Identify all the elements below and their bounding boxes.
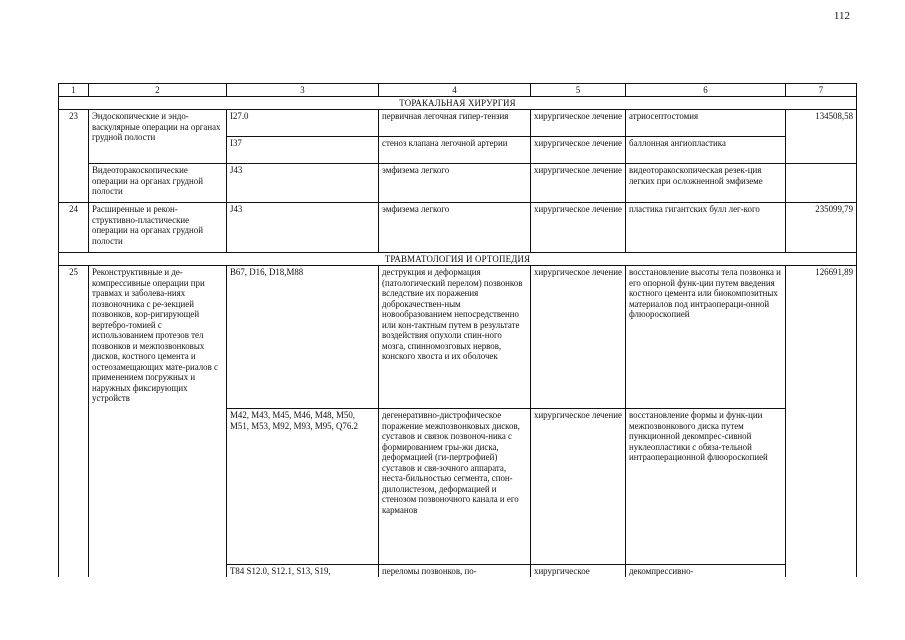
treatment-cell: хирургическое лечение (531, 164, 626, 203)
col-1-header: 1 (59, 84, 89, 97)
procedure-cell: пластика гигантских булл лег-кого (626, 203, 786, 253)
code-cell: B67, D16, D18,M88 (227, 266, 379, 409)
column-number-row (59, 84, 857, 97)
diagnosis-cell: эмфизема легкого (379, 203, 531, 253)
procedure-cell: восстановление высоты тела позвонка и его опорной функ-ции путем введения костного цемента или биокомпозитных материалов под интраопераци-онной флюороскопией (626, 266, 786, 409)
procedure-cell: видеоторакоскопическая резек-ция легких при осложненной эмфиземе (626, 164, 786, 203)
col-3-header: 3 (227, 84, 379, 97)
page-number: 112 (833, 10, 850, 22)
diagnosis-cell: деструкция и деформация (патологический перелом) позвонков вследствие их поражения доброкачествен-ным новообразованием непосредственно или кон-тактным путем в результате воздействия опухоли спин-ного мозга, спинномозговых нервов, конского хвоста и их оболочек (379, 266, 531, 409)
code-cell: J43 (227, 164, 379, 203)
cost-cell-24: 235099,79 (786, 203, 857, 253)
cost-cell-empty (786, 164, 857, 203)
section-row-trauma (59, 253, 857, 266)
treatment-cell: хирургическое лечение (531, 137, 626, 164)
medical-care-table (58, 83, 857, 577)
col-2-header: 2 (89, 84, 227, 97)
cost-cell-23: 134508,58 (786, 110, 857, 164)
section-title-thoracic: ТОРАКАЛЬНАЯ ХИРУРГИЯ (59, 97, 857, 110)
code-cell: M42, M43, M45, M46, M48, M50, M51, M53, M92, M93, M95, Q76.2 (227, 409, 379, 565)
procedure-cell: декомпрессивно- (626, 565, 786, 577)
treatment-cell: хирургическое лечение (531, 266, 626, 409)
code-cell: T84 S12.0, S12.1, S13, S19, (227, 565, 379, 577)
table-row (59, 164, 857, 203)
table-row (59, 110, 857, 137)
row-number-25: 25 (59, 266, 89, 577)
row-number-23: 23 (59, 110, 89, 203)
treatment-cell: хирургическое лечение (531, 110, 626, 137)
diagnosis-cell: стеноз клапана легочной артерии (379, 137, 531, 164)
method-cell: Эндоскопические и эндо-васкулярные операции на органах грудной полости (89, 110, 227, 164)
col-4-header: 4 (379, 84, 531, 97)
procedure-cell: баллонная ангиопластика (626, 137, 786, 164)
treatment-cell: хирургическое лечение (531, 409, 626, 565)
procedure-cell: атриосептостомия (626, 110, 786, 137)
row-number-24: 24 (59, 203, 89, 253)
diagnosis-cell: дегенеративно-дистрофическое поражение межпозвонковых дисков, суставов и связок позвоноч-ника с формированием гры-жи диска, деформацией (ги-пертрофией) суставов и свя-зочного аппарата, неста-бильностью сегмента, спон-дилолистезом, деформацией и стенозом позвоночного канала и его карманов (379, 409, 531, 565)
cost-cell-25: 126691,89 (786, 266, 857, 577)
col-6-header: 6 (626, 84, 786, 97)
method-cell: Видеоторакоскопические операции на органах грудной полости (89, 164, 227, 203)
table-row (59, 266, 857, 409)
col-5-header: 5 (531, 84, 626, 97)
treatment-cell: хирургическое лечение (531, 203, 626, 253)
diagnosis-cell: первичная легочная гипер-тензия (379, 110, 531, 137)
method-cell: Расширенные и рекон-структивно-пластические операции на органах грудной полости (89, 203, 227, 253)
section-row-thoracic (59, 97, 857, 110)
treatment-cell: хирургическое (531, 565, 626, 577)
method-cell: Реконструктивные и де-компрессивные операции при травмах и заболева-ниях позвоночника с ре-зекцией позвонков, кор-ригирующей вертебро-томией с использованием протезов тел позвонков и межпозвонковых дисков, костного цемента и остеозамещающих мате-риалов с применением погружных и наружных фиксирующих устройств (89, 266, 227, 577)
code-cell: I37 (227, 137, 379, 164)
table-row (59, 203, 857, 253)
section-title-trauma: ТРАВМАТОЛОГИЯ И ОРТОПЕДИЯ (59, 253, 857, 266)
col-7-header: 7 (786, 84, 857, 97)
code-cell: I27.0 (227, 110, 379, 137)
procedure-cell: восстановление формы и функ-ции межпозвонкового диска путем пункционной декомпрес-сивной нуклеопластики с обяза-тельной интраоперационной флюороскопией (626, 409, 786, 565)
code-cell: J43 (227, 203, 379, 253)
diagnosis-cell: эмфизема легкого (379, 164, 531, 203)
diagnosis-cell: переломы позвонков, по- (379, 565, 531, 577)
